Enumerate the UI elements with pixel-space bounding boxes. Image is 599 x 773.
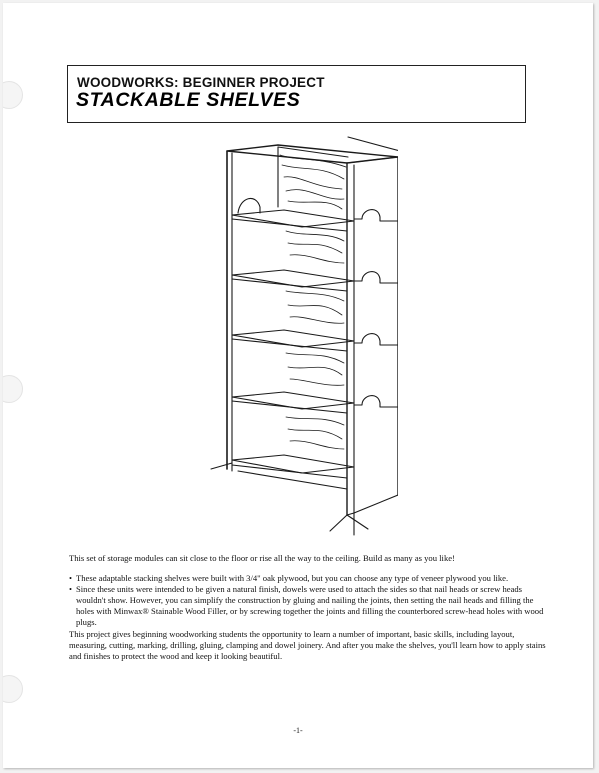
binder-hole [3, 81, 23, 109]
shelves [232, 210, 354, 489]
intro-paragraph: This set of storage modules can sit close to the floor or rise all the way to the ceiling. Build as many as you like! [69, 553, 455, 563]
binder-hole [3, 375, 23, 403]
page-title: STACKABLE SHELVES [76, 89, 301, 111]
document-page [3, 3, 593, 768]
shelf-frame [211, 137, 398, 535]
bookshelf-line-drawing-icon [208, 135, 398, 537]
list-item: • Since these units were intended to be given a natural finish, dowels were used to attach the sides so that nail heads or screw heads wouldn't show. However, you can simplify the construction by gluing and nailing the joints, then setting the nail heads and filling the holes with Minwax® Stainable Wood Filler, or by screwing together the joints and filling the counterbored screw-head holes with wood plugs. [69, 584, 553, 628]
feature-list [69, 573, 553, 628]
list-item: • These adaptable stacking shelves were built with 3/4" oak plywood, but you can choose any type of veneer plywood you like. [69, 573, 553, 584]
project-paragraph: This project gives beginning woodworking students the opportunity to learn a number of important, basic skills, including layout, measuring, cutting, marking, drilling, gluing, clamping and dowel joinery. And after you make the shelves, you'll learn how to apply stains and finishes to protect the wood and keep it looking beautiful. [69, 629, 546, 661]
title-box [67, 65, 526, 123]
side-cutouts [354, 210, 398, 407]
series-kicker: WOODWORKS: BEGINNER PROJECT [77, 75, 325, 90]
page-number: -1- [293, 726, 303, 735]
binder-hole [3, 675, 23, 703]
